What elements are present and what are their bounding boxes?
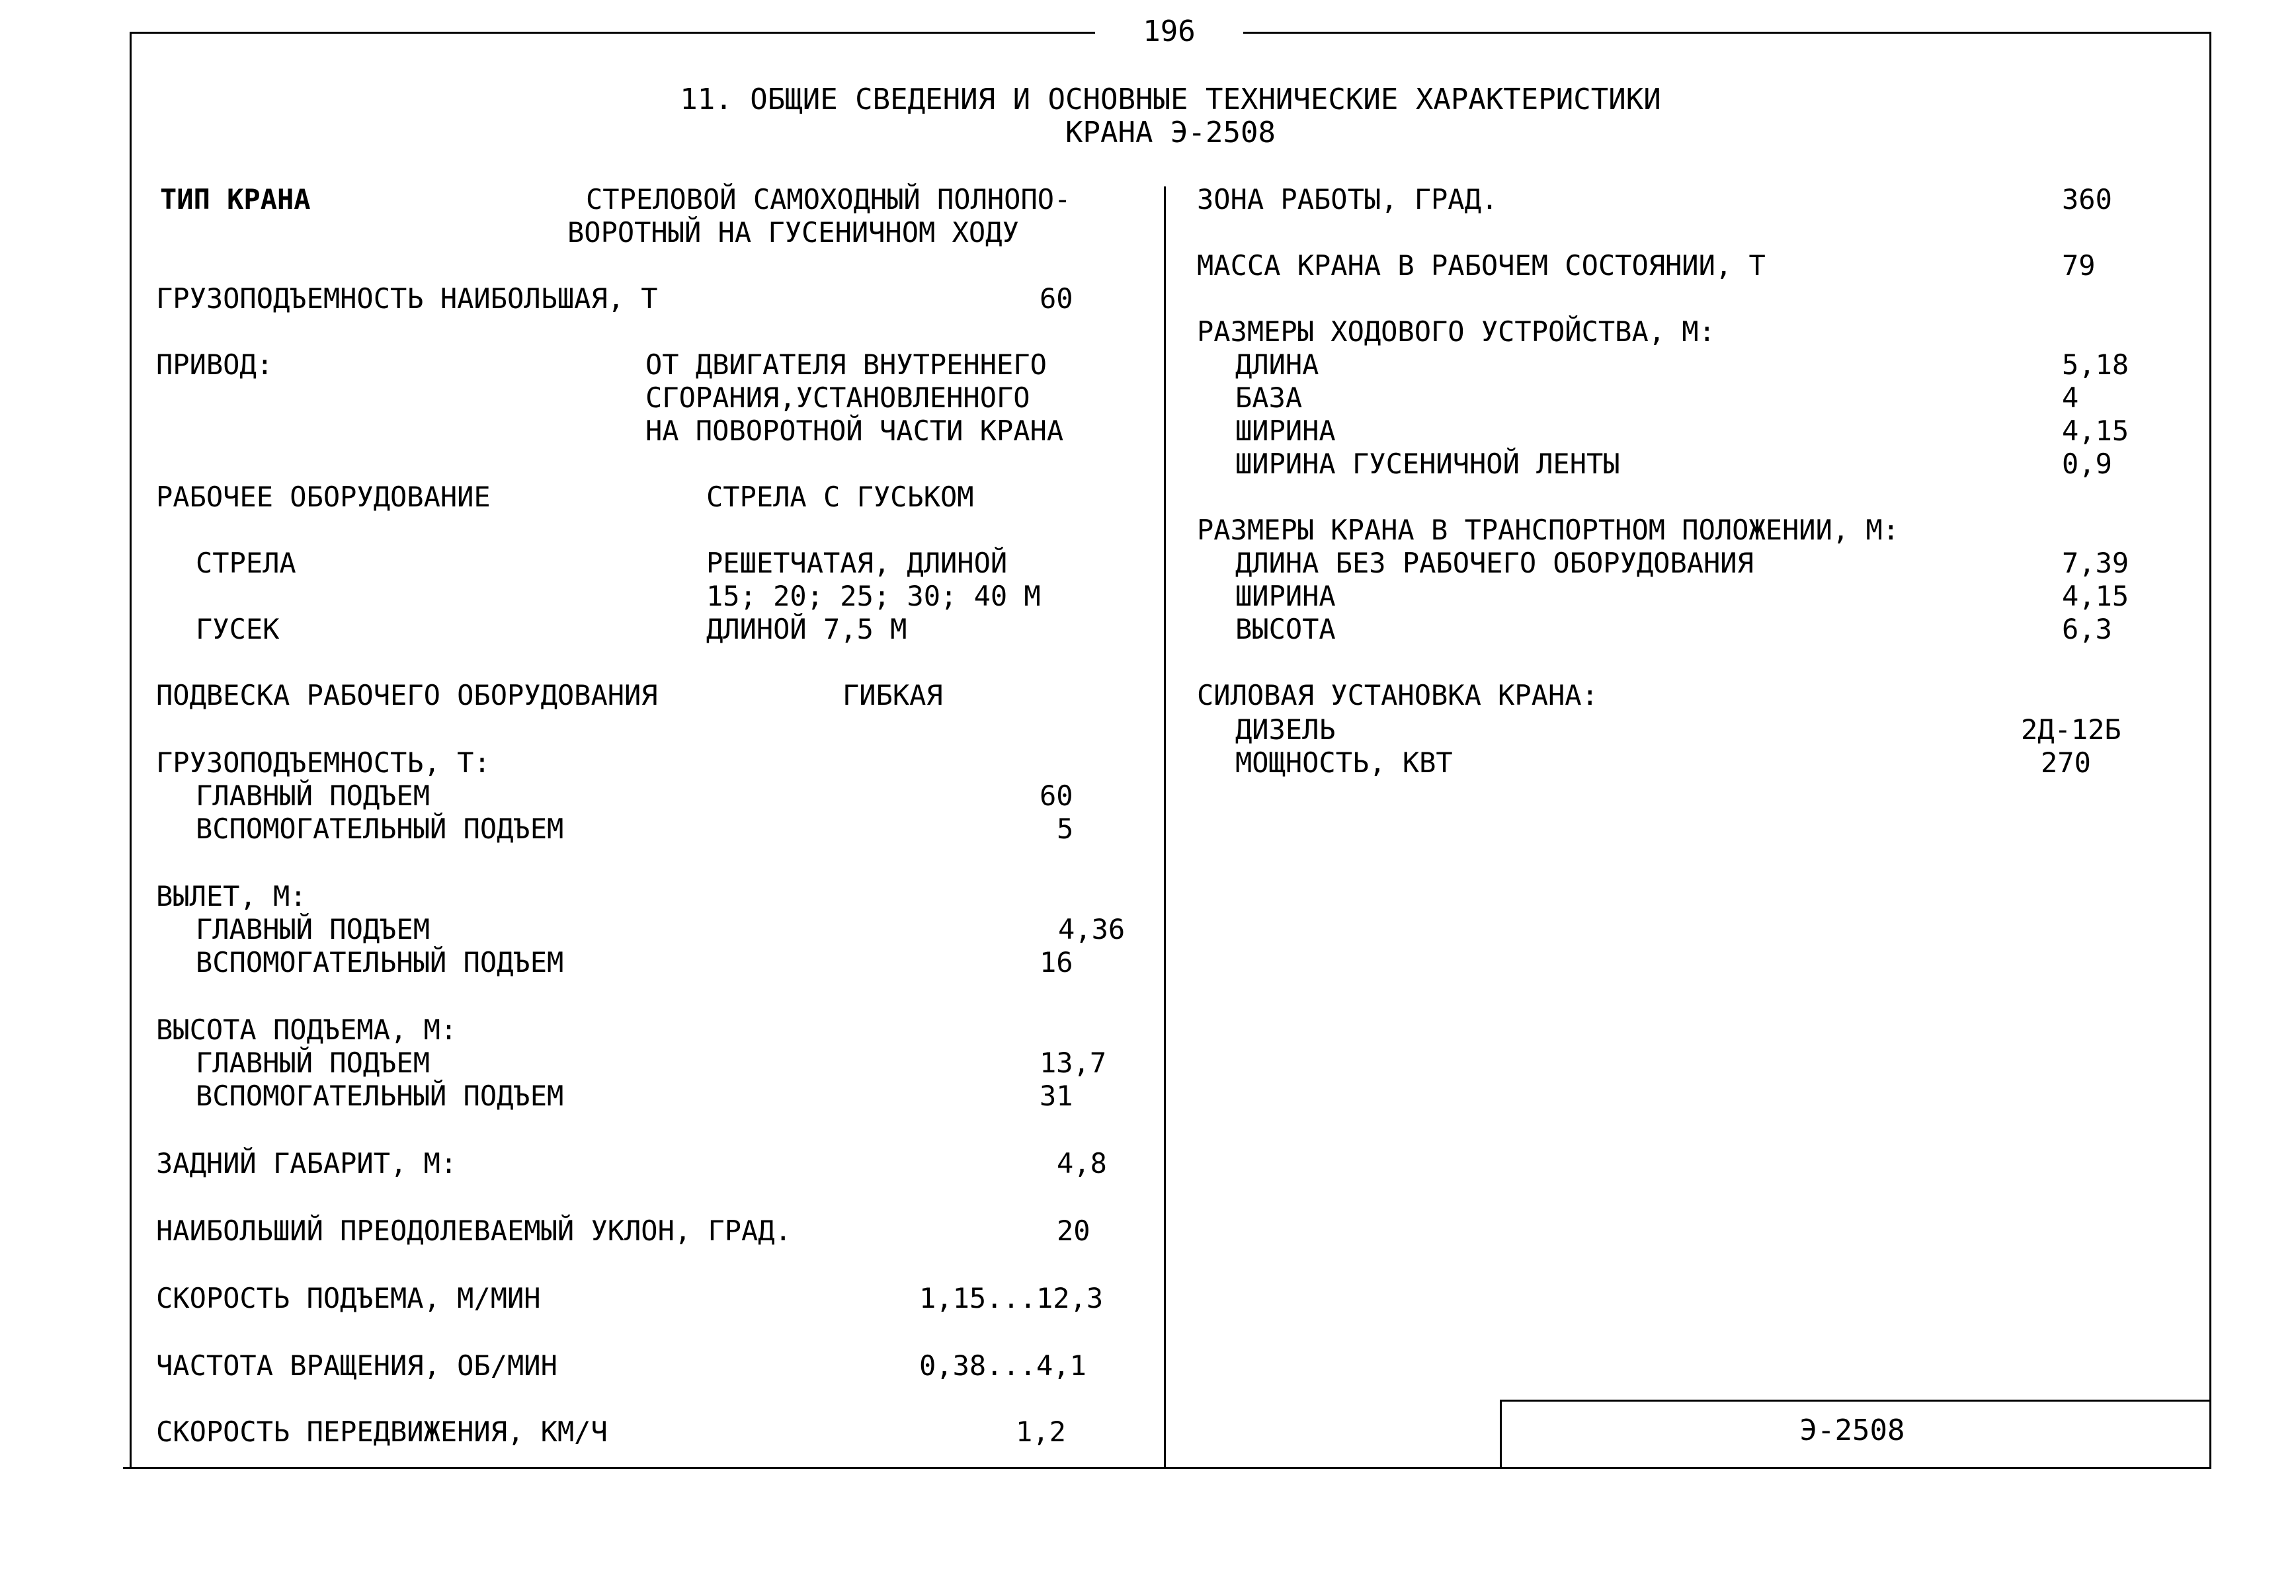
document-stamp-code: Э-2508 <box>1799 1414 1905 1447</box>
max-slope-label: НАИБОЛЬШИЙ ПРЕОДОЛЕВАЕМЫЙ УКЛОН, ГРАД. <box>156 1215 792 1247</box>
boom-value-line2: 15; 20; 25; 30; 40 М <box>706 580 1041 612</box>
crane-type-label: ТИП КРАНА <box>160 183 311 216</box>
lift-speed-value: 1,15...12,3 <box>919 1282 1104 1314</box>
frame-left-border <box>130 32 132 1469</box>
travel-speed-label: СКОРОСТЬ ПЕРЕДВИЖЕНИЯ, КМ/Ч <box>156 1416 608 1448</box>
undercarriage-length-label: ДЛИНА <box>1235 348 1319 381</box>
undercarriage-track-label: ШИРИНА ГУСЕНИЧНОЙ ЛЕНТЫ <box>1235 448 1620 480</box>
boom-value-line1: РЕШЕТЧАТАЯ, ДЛИНОЙ <box>706 547 1008 579</box>
reach-header: ВЫЛЕТ, М: <box>156 880 307 912</box>
rear-clearance-label: ЗАДНИЙ ГАБАРИТ, М: <box>156 1147 458 1179</box>
mass-value: 79 <box>2062 249 2096 282</box>
page-number: 196 <box>1095 15 1243 49</box>
jib-value: ДЛИНОЙ 7,5 М <box>706 613 907 645</box>
rotation-value: 0,38...4,1 <box>919 1349 1086 1382</box>
power-output-value: 270 <box>2041 746 2091 779</box>
lift-height-header: ВЫСОТА ПОДЪЕМА, М: <box>156 1014 458 1046</box>
reach-aux-value: 16 <box>1040 946 1073 978</box>
transport-length-value: 7,39 <box>2062 547 2129 579</box>
column-divider <box>1164 186 1166 1469</box>
work-zone-label: ЗОНА РАБОТЫ, ГРАД. <box>1197 183 1498 216</box>
undercarriage-width-label: ШИРИНА <box>1235 415 1336 447</box>
transport-width-label: ШИРИНА <box>1235 580 1336 612</box>
travel-speed-value: 1,2 <box>1016 1416 1066 1448</box>
capacity-header: ГРУЗОПОДЪЕМНОСТЬ, Т: <box>156 746 491 779</box>
transport-height-label: ВЫСОТА <box>1235 613 1336 645</box>
capacity-aux-label: ВСПОМОГАТЕЛЬНЫЙ ПОДЪЕМ <box>196 813 564 845</box>
lift-height-aux-label: ВСПОМОГАТЕЛЬНЫЙ ПОДЪЕМ <box>196 1080 564 1112</box>
lift-height-main-label: ГЛАВНЫЙ ПОДЪЕМ <box>196 1047 430 1079</box>
power-header: СИЛОВАЯ УСТАНОВКА КРАНА: <box>1197 679 1598 711</box>
max-slope-value: 20 <box>1057 1215 1090 1247</box>
power-diesel-label: ДИЗЕЛЬ <box>1235 713 1336 746</box>
undercarriage-track-value: 0,9 <box>2062 448 2112 480</box>
transport-header: РАЗМЕРЫ КРАНА В ТРАНСПОРТНОМ ПОЛОЖЕНИИ, М: <box>1197 514 1900 546</box>
jib-label: ГУСЕК <box>196 613 280 645</box>
rear-clearance-value: 4,8 <box>1057 1147 1107 1179</box>
crane-type-value-line2: ВОРОТНЫЙ НА ГУСЕНИЧНОМ ХОДУ <box>567 216 1019 249</box>
max-capacity-value: 60 <box>1040 282 1073 315</box>
lift-height-main-value: 13,7 <box>1040 1047 1107 1079</box>
lift-speed-label: СКОРОСТЬ ПОДЪЕМА, М/МИН <box>156 1282 541 1314</box>
mass-label: МАССА КРАНА В РАБОЧЕМ СОСТОЯНИИ, Т <box>1197 249 1766 282</box>
frame-bottom-border <box>123 1467 2211 1469</box>
max-capacity-label: ГРУЗОПОДЪЕМНОСТЬ НАИБОЛЬШАЯ, Т <box>156 282 658 315</box>
capacity-main-value: 60 <box>1040 779 1073 812</box>
boom-label: СТРЕЛА <box>196 547 296 579</box>
suspension-label: ПОДВЕСКА РАБОЧЕГО ОБОРУДОВАНИЯ <box>156 679 658 711</box>
crane-type-value-line1: СТРЕЛОВОЙ САМОХОДНЫЙ ПОЛНОПО- <box>586 183 1071 216</box>
reach-main-label: ГЛАВНЫЙ ПОДЪЕМ <box>196 913 430 945</box>
reach-aux-label: ВСПОМОГАТЕЛЬНЫЙ ПОДЪЕМ <box>196 946 564 978</box>
suspension-value: ГИБКАЯ <box>842 679 943 711</box>
undercarriage-width-value: 4,15 <box>2062 415 2129 447</box>
undercarriage-base-label: БАЗА <box>1235 381 1303 414</box>
drive-value-line1: ОТ ДВИГАТЕЛЯ ВНУТРЕННЕГО <box>645 348 1047 381</box>
rotation-label: ЧАСТОТА ВРАЩЕНИЯ, ОБ/МИН <box>156 1349 557 1382</box>
equipment-label: РАБОЧЕЕ ОБОРУДОВАНИЕ <box>156 481 491 513</box>
capacity-main-label: ГЛАВНЫЙ ПОДЪЕМ <box>196 779 430 812</box>
power-output-label: МОЩНОСТЬ, КВТ <box>1235 746 1453 779</box>
section-title: 11. ОБЩИЕ СВЕДЕНИЯ И ОСНОВНЫЕ ТЕХНИЧЕСКИЕ ХАРАКТЕРИСТИКИ <box>680 83 1661 116</box>
drive-value-line3: НА ПОВОРОТНОЙ ЧАСТИ КРАНА <box>645 415 1064 447</box>
transport-length-label: ДЛИНА БЕЗ РАБОЧЕГО ОБОРУДОВАНИЯ <box>1235 547 1754 579</box>
undercarriage-header: РАЗМЕРЫ ХОДОВОГО УСТРОЙСТВА, М: <box>1197 315 1715 348</box>
drive-label: ПРИВОД: <box>156 348 274 381</box>
capacity-aux-value: 5 <box>1057 813 1074 845</box>
transport-width-value: 4,15 <box>2062 580 2129 612</box>
section-subtitle: КРАНА Э-2508 <box>1065 116 1276 149</box>
undercarriage-length-value: 5,18 <box>2062 348 2129 381</box>
equipment-value: СТРЕЛА С ГУСЬКОМ <box>706 481 974 513</box>
frame-right-border <box>2209 32 2211 1469</box>
lift-height-aux-value: 31 <box>1040 1080 1073 1112</box>
drive-value-line2: СГОРАНИЯ,УСТАНОВЛЕННОГО <box>645 381 1030 414</box>
reach-main-value: 4,36 <box>1058 913 1126 945</box>
power-diesel-value: 2Д-12Б <box>2021 713 2121 746</box>
work-zone-value: 360 <box>2062 183 2112 216</box>
undercarriage-base-value: 4 <box>2062 381 2079 414</box>
transport-height-value: 6,3 <box>2062 613 2112 645</box>
